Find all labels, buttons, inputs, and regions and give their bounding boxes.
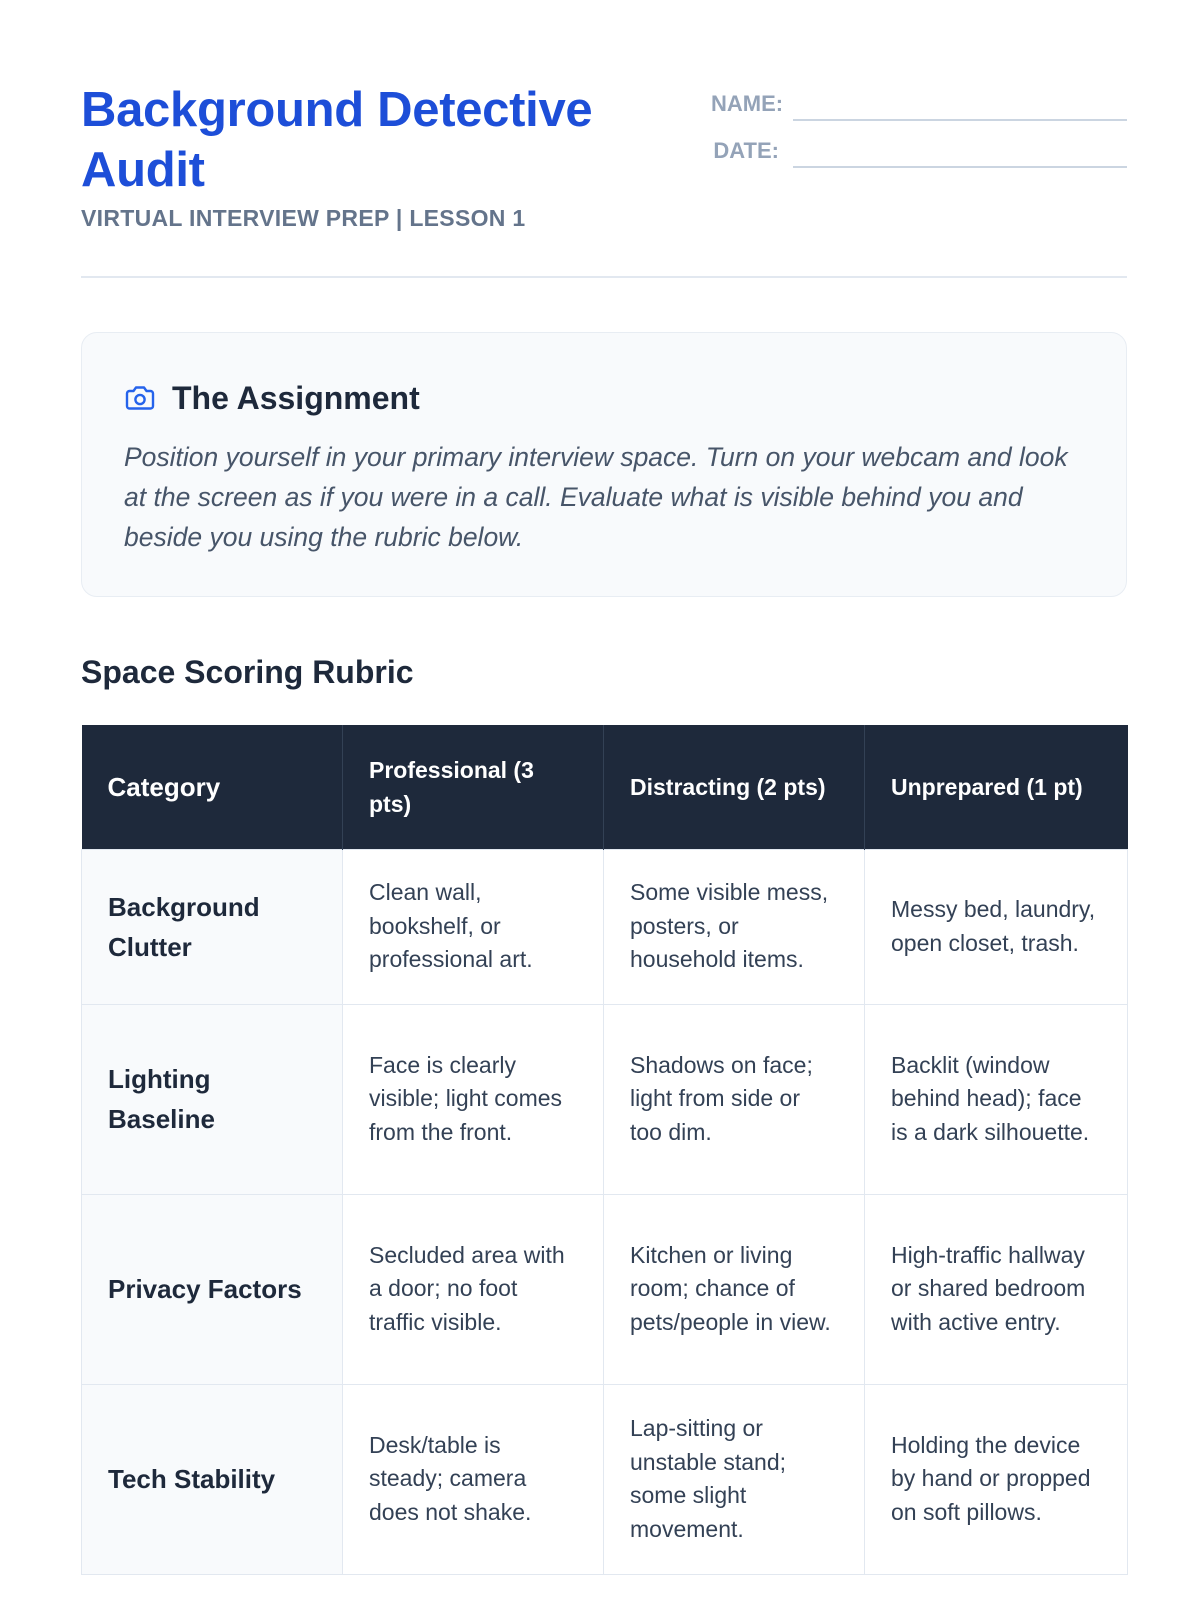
category-cell: Background Clutter (82, 849, 343, 1004)
date-field-row (711, 131, 1127, 168)
distracting-cell: Kitchen or living room; chance of pets/people in view. (604, 1194, 865, 1384)
rubric-title: Space Scoring Rubric (81, 654, 414, 690)
camera-icon (124, 384, 158, 412)
assignment-text: Position yourself in your primary interview space. Turn on your webcam and look at the screen as if you were in a call. Evaluate what is visible behind you and beside you using the rubric below. (124, 442, 1068, 552)
professional-cell: Secluded area with a door; no foot traffic visible. (343, 1194, 604, 1384)
name-input-line[interactable] (793, 84, 1127, 121)
date-label: DATE: (713, 138, 779, 163)
unprepared-cell: Holding the device by hand or propped on soft pillows. (865, 1384, 1128, 1574)
name-field-row (711, 84, 1127, 121)
table-row (82, 1384, 1128, 1574)
page-title: Background Detective Audit (81, 83, 593, 197)
assignment-title: The Assignment (172, 379, 420, 416)
rubric-table (81, 725, 1128, 1575)
name-label: NAME: (711, 91, 784, 116)
unprepared-cell: Backlit (window behind head); face is a dark silhouette. (865, 1004, 1128, 1194)
date-input-line[interactable] (793, 131, 1127, 168)
professional-cell: Clean wall, bookshelf, or professional art. (343, 849, 604, 1004)
unprepared-cell: High-traffic hallway or shared bedroom with active entry. (865, 1194, 1128, 1384)
professional-cell: Desk/table is steady; camera does not shake. (343, 1384, 604, 1574)
unprepared-cell: Messy bed, laundry, open closet, trash. (865, 849, 1128, 1004)
distracting-cell: Lap-sitting or unstable stand; some slight movement. (604, 1384, 865, 1574)
professional-cell: Face is clearly visible; light comes from the front. (343, 1004, 604, 1194)
rubric-header-row (82, 725, 1128, 849)
student-info-fields (711, 84, 1127, 178)
table-row (82, 1194, 1128, 1384)
category-cell: Lighting Baseline (82, 1004, 343, 1194)
category-cell: Tech Stability (82, 1384, 343, 1574)
table-row (82, 1004, 1128, 1194)
header-professional: Professional (3 pts) (343, 725, 604, 849)
page-header (81, 0, 1127, 278)
distracting-cell: Shadows on face; light from side or too dim. (604, 1004, 865, 1194)
assignment-box (81, 332, 1127, 597)
assignment-heading (124, 379, 1084, 417)
header-unprepared: Unprepared (1 pt) (865, 725, 1128, 849)
page-subtitle: VIRTUAL INTERVIEW PREP | LESSON 1 (81, 205, 526, 231)
table-row (82, 849, 1128, 1004)
category-cell: Privacy Factors (82, 1194, 343, 1384)
header-distracting: Distracting (2 pts) (604, 725, 865, 849)
header-category: Category (82, 725, 343, 849)
worksheet-page (81, 0, 1127, 1542)
distracting-cell: Some visible mess, posters, or household items. (604, 849, 865, 1004)
